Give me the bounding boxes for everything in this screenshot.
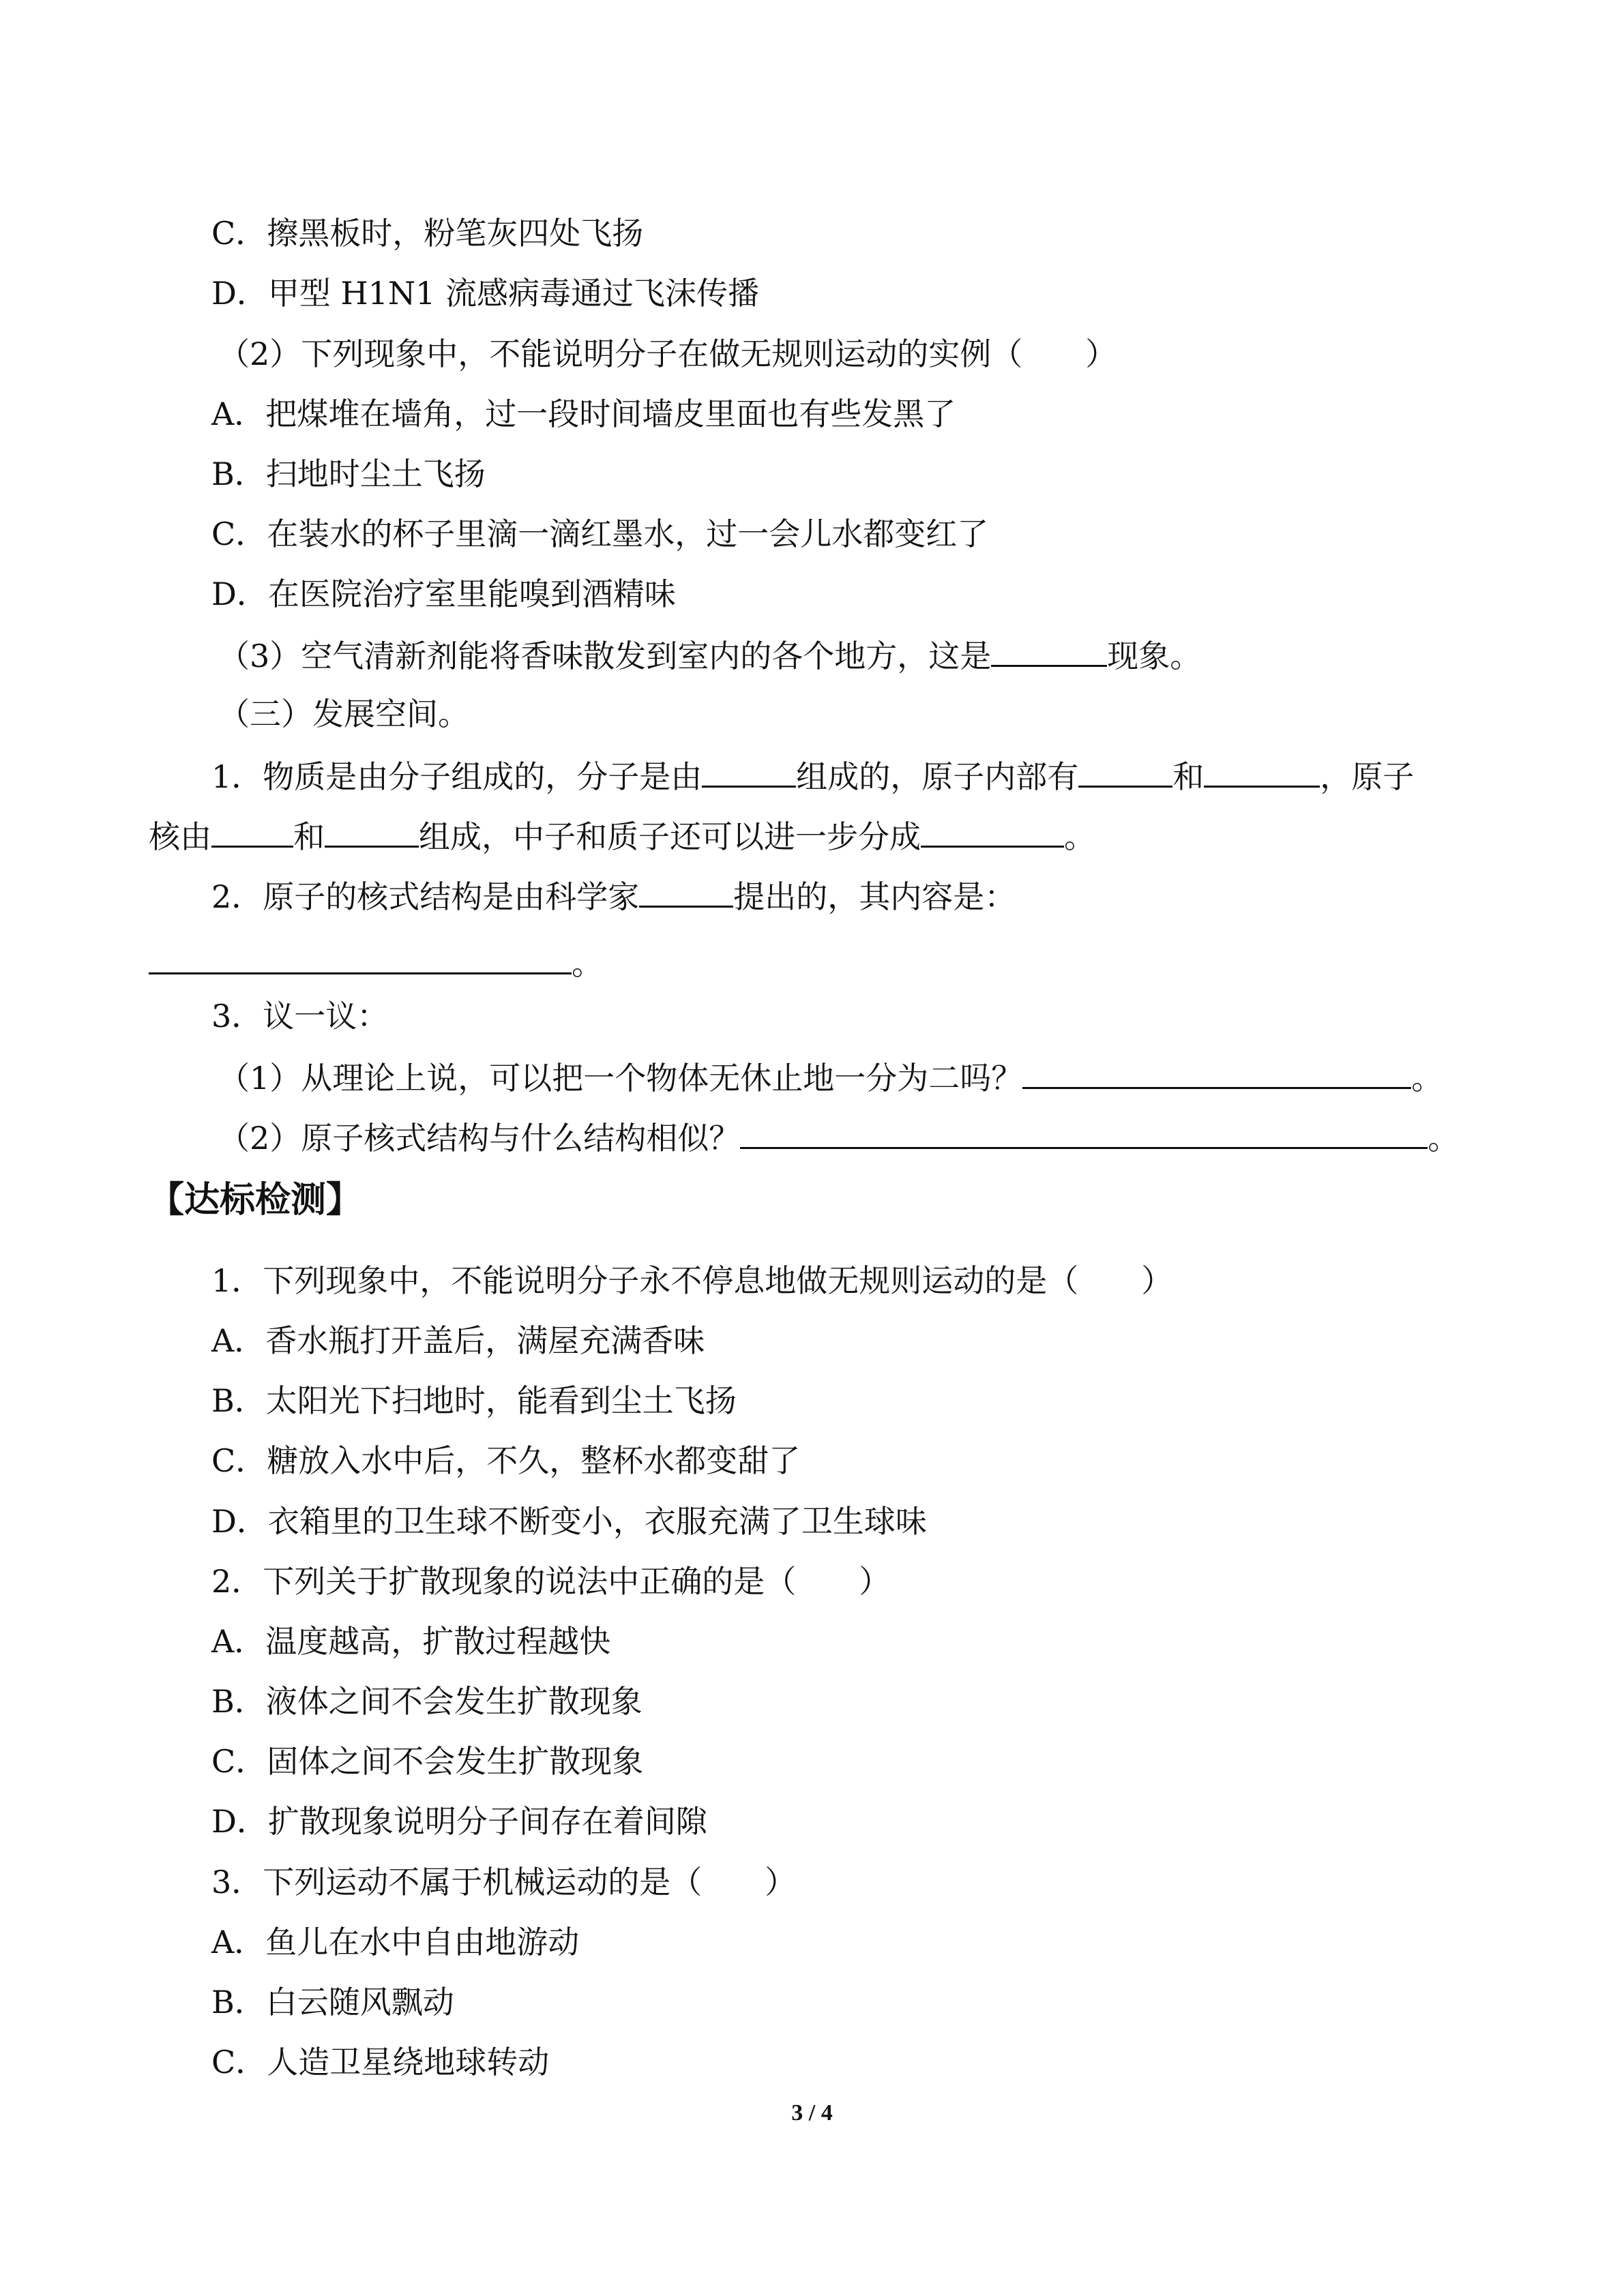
section-title: （三）发展空间。	[218, 696, 469, 732]
option-line: C．在装水的杯子里滴一滴红墨水，过一会儿水都变红了	[211, 516, 989, 552]
option-line: D．衣箱里的卫生球不断变小，衣服充满了卫生球味	[211, 1503, 927, 1540]
fill-in-question	[218, 1056, 1443, 1099]
fill-in-question	[218, 633, 1201, 676]
answer-blank[interactable]	[702, 754, 796, 788]
answer-blank[interactable]	[149, 941, 572, 974]
option-line: C．糖放入水中后，不久，整杯水都变甜了	[211, 1442, 801, 1479]
question-line: 2．下列关于扩散现象的说法中正确的是（ ）	[211, 1563, 891, 1600]
answer-blank[interactable]	[1204, 754, 1320, 788]
question-text: 组成的，原子内部有	[796, 758, 1079, 795]
question-line: （2）下列现象中，不能说明分子在做无规则运动的实例（ ）	[218, 336, 1117, 372]
answer-blank[interactable]	[1022, 1056, 1411, 1089]
fill-in-question-cont	[149, 814, 1095, 857]
question-text: 。	[1064, 818, 1095, 855]
question-text: 提出的，其内容是：	[733, 878, 1016, 915]
answer-blank[interactable]	[211, 814, 293, 848]
question-text: 和	[1172, 758, 1205, 795]
option-line: D．扩散现象说明分子间存在着间隙	[211, 1803, 707, 1840]
answer-blank[interactable]	[325, 814, 419, 848]
page-number: 3 / 4	[791, 2100, 833, 2126]
option-line: B．白云随风飘动	[211, 1984, 454, 2021]
question-text: 现象。	[1107, 638, 1202, 674]
answer-blank[interactable]	[639, 874, 733, 908]
option-line: B．液体之间不会发生扩散现象	[211, 1683, 643, 1720]
question-text: 核由	[149, 818, 211, 855]
option-line: B．扫地时尘土飞扬	[211, 456, 486, 492]
fill-in-question	[218, 1116, 1459, 1159]
answer-blank[interactable]	[921, 814, 1064, 848]
option-line: D．甲型 H1N1 流感病毒通过飞沫传播	[211, 275, 760, 312]
option-line: D．在医院治疗室里能嗅到酒精味	[211, 576, 676, 612]
question-text: 。	[572, 945, 603, 982]
question-text: （1）从理论上说，可以把一个物体无休止地一分为二吗？	[218, 1060, 1023, 1097]
question-line: 3．下列运动不属于机械运动的是（ ）	[211, 1864, 797, 1900]
fill-in-question-cont	[149, 941, 603, 984]
section-heading: 【达标检测】	[149, 1180, 362, 1221]
answer-blank[interactable]	[991, 633, 1107, 667]
question-text: 2．原子的核式结构是由科学家	[211, 878, 640, 915]
question-text: 。	[1428, 1120, 1460, 1157]
question-text: 1．物质是由分子组成的，分子是由	[211, 758, 703, 795]
option-line: A．温度越高，扩散过程越快	[211, 1623, 611, 1660]
answer-blank[interactable]	[1078, 754, 1172, 788]
question-text: （3）空气清新剂能将香味散发到室内的各个地方，这是	[218, 638, 992, 674]
discussion-title: 3．议一议：	[211, 998, 389, 1034]
question-line: 1．下列现象中，不能说明分子永不停息地做无规则运动的是（ ）	[211, 1262, 1173, 1299]
question-text: 。	[1411, 1060, 1443, 1097]
fill-in-question	[211, 754, 1414, 797]
option-line: B．太阳光下扫地时，能看到尘土飞扬	[211, 1382, 737, 1419]
option-line: C．固体之间不会发生扩散现象	[211, 1743, 644, 1780]
option-line: A．鱼儿在水中自由地游动	[211, 1924, 580, 1960]
option-line: C．人造卫星绕地球转动	[211, 2044, 550, 2081]
question-text: 组成，中子和质子还可以进一步分成	[419, 818, 921, 855]
question-text: 和	[293, 818, 325, 855]
question-text: ，原子	[1320, 758, 1415, 795]
question-text: （2）原子核式结构与什么结构相似？	[218, 1120, 741, 1157]
answer-blank[interactable]	[740, 1116, 1428, 1149]
option-line: A．把煤堆在墙角，过一段时间墙皮里面也有些发黑了	[211, 396, 956, 432]
option-line: C．擦黑板时，粉笔灰四处飞扬	[211, 215, 644, 252]
option-line: A．香水瓶打开盖后，满屋充满香味	[211, 1322, 705, 1359]
fill-in-question	[211, 874, 1016, 917]
